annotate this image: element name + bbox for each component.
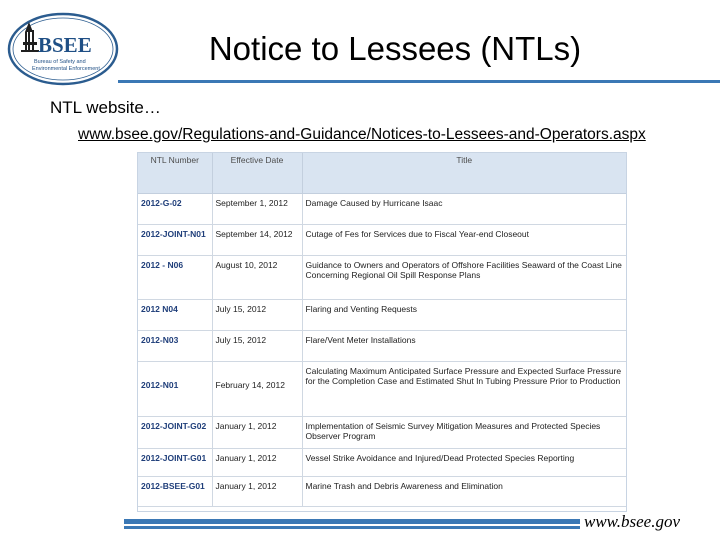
bsee-seal-icon (7, 12, 119, 86)
logo-line2: Environmental Enforcement (32, 66, 100, 72)
table-row (138, 477, 626, 507)
title-cell: Flare/Vent Meter Installations (302, 331, 626, 362)
logo-line1: Bureau of Safety and (34, 59, 86, 65)
ntl-number-cell: 2012-JOINT-G01 (138, 449, 212, 477)
page-title: Notice to Lessees (NTLs) (208, 30, 582, 67)
ntl-number-cell: 2012-BSEE-G01 (138, 477, 212, 507)
title-cell: Damage Caused by Hurricane Isaac (302, 194, 626, 225)
svg-text:BSEE: BSEE (38, 33, 92, 57)
effective-date-cell: January 1, 2012 (212, 417, 302, 449)
footer-url: www.bsee.gov (584, 512, 681, 531)
ntl-table-screenshot (137, 152, 627, 512)
effective-date-cell: July 15, 2012 (212, 300, 302, 331)
ntl-number-cell: 2012-N03 (138, 331, 212, 362)
title-cell: Calculating Maximum Anticipated Surface Pressure and Expected Surface Pressure for the Completion Case and Estimated Shut In Tubing Pressure Prior to Production (302, 362, 626, 417)
footer-bar-thin (124, 526, 580, 529)
ntl-number-cell: 2012 N04 (138, 300, 212, 331)
title-cell: Guidance to Owners and Operators of Offshore Facilities Seaward of the Coast Line Concerning Regional Oil Spill Response Plans (302, 256, 626, 300)
effective-date-cell: August 10, 2012 (212, 256, 302, 300)
ntl-website-link[interactable]: www.bsee.gov/Regulations-and-Guidance/Notices-to-Lessees-and-Operators.aspx (78, 126, 646, 143)
ntl-number-cell: 2012-JOINT-N01 (138, 225, 212, 256)
bullet-text: NTL website… (50, 98, 161, 117)
table-header-row (138, 153, 626, 194)
ntl-number-cell: 2012-G-02 (138, 194, 212, 225)
col-title: Title (302, 153, 626, 194)
ntl-number-cell: 2012 - N06 (138, 256, 212, 300)
title-cell: Implementation of Seismic Survey Mitigation Measures and Protected Species Observer Program (302, 417, 626, 449)
effective-date-cell: September 14, 2012 (212, 225, 302, 256)
footer-bar (124, 519, 580, 524)
table-row (138, 225, 626, 256)
table-row (138, 300, 626, 331)
ntl-number-cell: 2012-N01 (138, 362, 212, 417)
col-ntl-number: NTL Number (138, 153, 212, 194)
bsee-logo (7, 12, 119, 86)
ntl-table (138, 153, 626, 507)
title-cell: Vessel Strike Avoidance and Injured/Dead Protected Species Reporting (302, 449, 626, 477)
title-cell: Cutage of Fes for Services due to Fiscal Year-end Closeout (302, 225, 626, 256)
title-cell: Flaring and Venting Requests (302, 300, 626, 331)
table-row (138, 256, 626, 300)
table-row (138, 194, 626, 225)
table-row (138, 417, 626, 449)
effective-date-cell: January 1, 2012 (212, 449, 302, 477)
effective-date-cell: July 15, 2012 (212, 331, 302, 362)
effective-date-cell: January 1, 2012 (212, 477, 302, 507)
ntl-number-cell: 2012-JOINT-G02 (138, 417, 212, 449)
title-cell: Marine Trash and Debris Awareness and Elimination (302, 477, 626, 507)
table-row (138, 449, 626, 477)
col-effective-date: Effective Date (212, 153, 302, 194)
table-row (138, 331, 626, 362)
table-row (138, 362, 626, 417)
header-divider (118, 80, 720, 83)
effective-date-cell: February 14, 2012 (212, 362, 302, 417)
effective-date-cell: September 1, 2012 (212, 194, 302, 225)
